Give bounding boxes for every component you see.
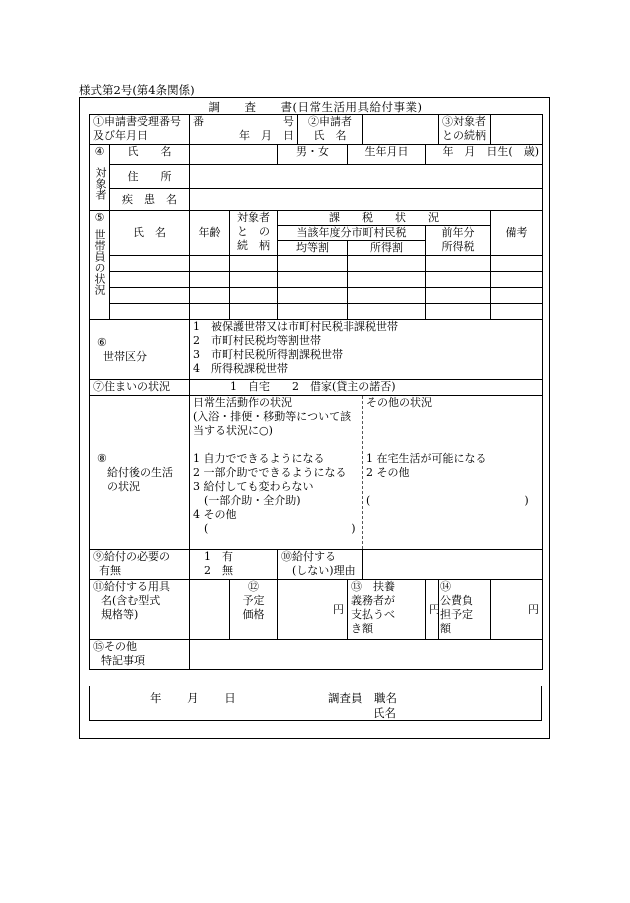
survey-table bbox=[89, 114, 543, 670]
category-label: ⑥ 世帯区分 bbox=[90, 320, 190, 380]
hh-income-cell[interactable] bbox=[348, 256, 426, 272]
hh-age-header: 年齢 bbox=[190, 211, 230, 256]
applicant-name-field[interactable] bbox=[363, 115, 439, 145]
support-field[interactable]: 円 bbox=[426, 580, 439, 640]
hh-name-header: 氏 名 bbox=[110, 211, 190, 256]
hh-remarks-cell[interactable] bbox=[491, 304, 543, 320]
other-status[interactable]: その他の状況 1 在宅生活が可能になる 2 その他 ( ) bbox=[363, 396, 543, 550]
illness-label: 疾 患 名 bbox=[110, 189, 190, 211]
birth-label: 生年月日 bbox=[348, 145, 426, 165]
item-name-field[interactable] bbox=[190, 580, 230, 640]
housing-options[interactable]: 1 自宅 2 借家(貸主の諾否) bbox=[190, 380, 543, 396]
hh-age-cell[interactable] bbox=[190, 288, 230, 304]
hh-age-cell[interactable] bbox=[190, 272, 230, 288]
subject-name-label: 氏 名 bbox=[110, 145, 190, 165]
row-post-life bbox=[90, 396, 543, 550]
hh-name-cell[interactable] bbox=[110, 272, 190, 288]
row-household-category bbox=[90, 320, 543, 380]
hh-name-cell[interactable] bbox=[110, 256, 190, 272]
hh-prev-cell[interactable] bbox=[426, 288, 491, 304]
hh-income-cell[interactable] bbox=[348, 304, 426, 320]
income-levy-header: 所得割 bbox=[348, 241, 426, 256]
household-row bbox=[90, 288, 543, 304]
adl-status[interactable]: 日常生活動作の状況 (入浴・排便・移動等について該 当する状況に○) 1 自力でできるようになる 2 一部介助でできるようになる 3 給付しても変わらない (一部介助・全介助) 4 その他 ( ) bbox=[190, 396, 363, 550]
row-notes bbox=[90, 640, 543, 670]
hh-percapita-cell[interactable] bbox=[278, 272, 348, 288]
reason-label: ⑩給付する (しない)理由 bbox=[278, 550, 363, 580]
housing-label: ⑦住まいの状況 bbox=[90, 380, 190, 396]
price-label: ⑫ 予定 価格 bbox=[230, 580, 278, 640]
household-row bbox=[90, 272, 543, 288]
remarks-header: 備考 bbox=[491, 211, 543, 256]
category-option[interactable]: 3 市町村民税所得割課税世帯 bbox=[193, 348, 343, 361]
subject-side-label: ④ 対象者 bbox=[90, 145, 110, 211]
row-subject-address bbox=[90, 165, 543, 189]
per-capita-header: 均等割 bbox=[278, 241, 348, 256]
household-row bbox=[90, 256, 543, 272]
support-label: ⑬ 扶養 義務者が 支払うべ き額 bbox=[348, 580, 426, 640]
hh-percapita-cell[interactable] bbox=[278, 256, 348, 272]
form-title: 調 査 書(日常生活用具給付事業) bbox=[208, 100, 423, 114]
category-option[interactable]: 4 所得税課税世帯 bbox=[193, 362, 288, 375]
hh-rel-cell[interactable] bbox=[230, 288, 278, 304]
necessity-options[interactable]: 1 有 2 無 bbox=[190, 550, 278, 580]
row-application bbox=[90, 115, 543, 145]
row-items bbox=[90, 580, 543, 640]
hh-prev-cell[interactable] bbox=[426, 256, 491, 272]
app-no-label: ①申請書受理番号 及び年月日 bbox=[90, 115, 190, 145]
investigator-name[interactable]: 氏名 bbox=[373, 706, 396, 720]
form-number: 様式第2号(第4条関係) bbox=[79, 83, 195, 97]
hh-relation-header: 対象者 と の 続 柄 bbox=[230, 211, 278, 256]
category-options[interactable] bbox=[190, 320, 543, 380]
sex-field[interactable]: 男・女 bbox=[278, 145, 348, 165]
necessity-label: ⑨給付の必要の 有無 bbox=[90, 550, 190, 580]
post-life-label: ⑧ 給付後の生活 の状況 bbox=[90, 396, 190, 550]
public-label: ⑭ 公費負 担予定 額 bbox=[439, 580, 491, 640]
hh-age-cell[interactable] bbox=[190, 304, 230, 320]
category-option[interactable]: 2 市町村民税均等割世帯 bbox=[193, 334, 321, 347]
row-household-head-1 bbox=[90, 211, 543, 226]
hh-income-cell[interactable] bbox=[348, 288, 426, 304]
hh-remarks-cell[interactable] bbox=[491, 272, 543, 288]
subject-name-field[interactable] bbox=[190, 145, 278, 165]
reason-field[interactable] bbox=[363, 550, 543, 580]
household-row bbox=[90, 304, 543, 320]
row-subject-name bbox=[90, 145, 543, 165]
notes-field[interactable] bbox=[190, 640, 543, 670]
price-field[interactable]: 円 bbox=[278, 580, 348, 640]
hh-prev-cell[interactable] bbox=[426, 272, 491, 288]
hh-prev-cell[interactable] bbox=[426, 304, 491, 320]
hh-percapita-cell[interactable] bbox=[278, 288, 348, 304]
birth-field[interactable]: 年 月 日生( 歳) bbox=[426, 145, 543, 165]
address-label: 住 所 bbox=[110, 165, 190, 189]
relation-label: ③対象者 との続柄 bbox=[439, 115, 491, 145]
hh-name-cell[interactable] bbox=[110, 304, 190, 320]
hh-age-cell[interactable] bbox=[190, 256, 230, 272]
notes-label: ⑮その他 特記事項 bbox=[90, 640, 190, 670]
relation-field[interactable] bbox=[491, 115, 543, 145]
survey-date[interactable]: 年 月 日 bbox=[150, 691, 236, 705]
hh-remarks-cell[interactable] bbox=[491, 256, 543, 272]
address-field[interactable] bbox=[190, 165, 543, 189]
investigator-title[interactable]: 調査員 職名 bbox=[328, 691, 397, 705]
signature-area bbox=[89, 686, 542, 721]
row-housing bbox=[90, 380, 543, 396]
applicant-label: ②申請者 氏 名 bbox=[298, 115, 363, 145]
category-option[interactable]: 1 被保護世帯又は市町村民税非課税世帯 bbox=[193, 320, 398, 333]
row-subject-illness bbox=[90, 189, 543, 211]
hh-remarks-cell[interactable] bbox=[491, 288, 543, 304]
hh-rel-cell[interactable] bbox=[230, 272, 278, 288]
tax-status-header: 課 税 状 況 bbox=[278, 211, 491, 226]
hh-rel-cell[interactable] bbox=[230, 304, 278, 320]
current-tax-header: 当該年度分市町村民税 bbox=[278, 226, 426, 241]
hh-percapita-cell[interactable] bbox=[278, 304, 348, 320]
item-name-label: ⑪給付する用具 名(含む型式 規格等) bbox=[90, 580, 190, 640]
prev-year-tax-header: 前年分 所得税 bbox=[426, 226, 491, 256]
hh-income-cell[interactable] bbox=[348, 272, 426, 288]
app-no-field[interactable]: 番 号 年 月 日 bbox=[190, 115, 298, 145]
hh-name-cell[interactable] bbox=[110, 288, 190, 304]
household-side-label: ⑤ 世帯員の状況 bbox=[90, 211, 110, 320]
row-necessity bbox=[90, 550, 543, 580]
illness-field[interactable] bbox=[190, 189, 543, 211]
hh-rel-cell[interactable] bbox=[230, 256, 278, 272]
public-field[interactable]: 円 bbox=[491, 580, 543, 640]
